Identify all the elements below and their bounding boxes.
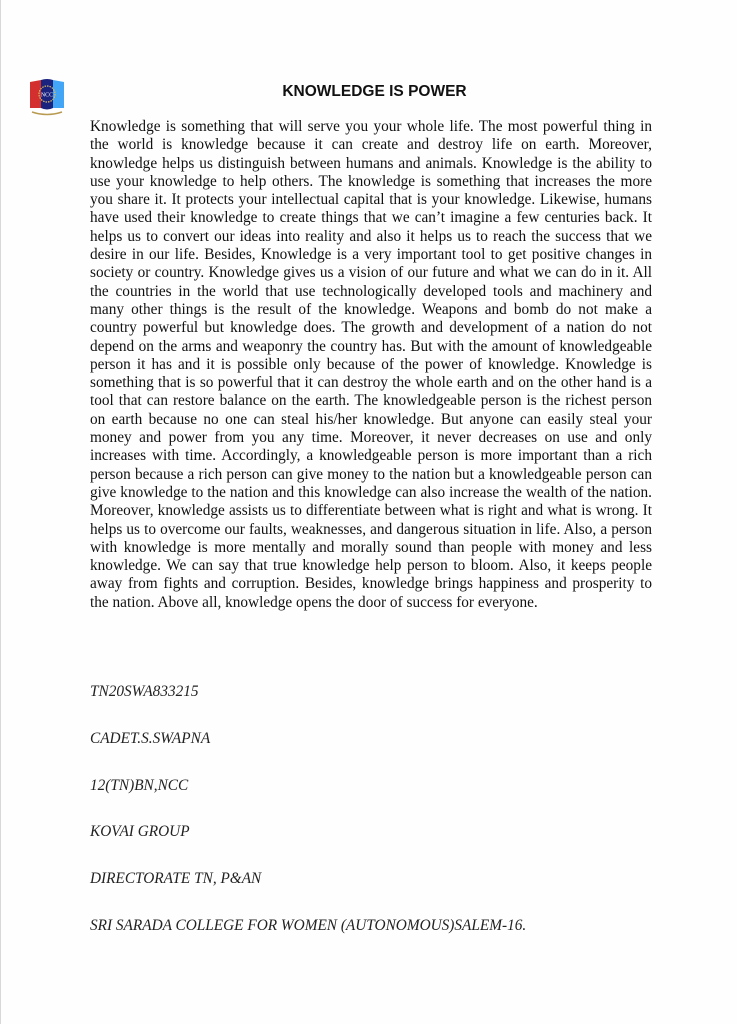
essay-paragraph: Knowledge is something that will serve you your whole life. The most powerful thing in the world is knowledge because it can create and destroy life on earth. Moreover, knowledge helps us distinguish between humans and animals. Knowledge is the ability to use your knowledge to help others. The knowledge is something that increases the more you share it. It protects your intellectual capital that is your knowledge. Likewise, humans have used their knowledge to create things that we can’t imagine a few centuries back. It helps us to convert our ideas into reality and also it helps us to reach the success that we desire in our life. Besides, Knowledge is a very important tool to get positive changes in society or country. Knowledge gives us a vision of our future and what we can do in it. All the countries in the world that use technologically developed tools and machinery and many other things is the result of the knowledge. Weapons and bomb do not make a country powerful but knowledge does. The growth and development of a nation do not depend on the arms and weaponry the country has. But with the amount of knowledgeable person it has and it is possible only because of the power of knowledge. Knowledge is something that is so powerful that it can destroy the whole earth and on the other hand is a tool that can restore balance on the earth. The knowledgeable person is the richest person on earth because no one can steal his/her knowledge. But anyone can easily steal your money and power from you any time. Moreover, it never decreases on use and only increases with time. Accordingly, a knowledgeable person is more important than a rich person because a rich person can give money to the nation but a knowledgeable person can give knowledge to the nation and this knowledge can also increase the wealth of the nation. Moreover, knowledge assists us to differentiate between what is right and what is wrong. It helps us to overcome our faults, weaknesses, and dangerous situation in life. Also, a person with knowledge is more mentally and morally sound than people with money and less knowledge. We can say that true knowledge help person to bloom. Also, it keeps people away from fights and corruption. Besides, knowledge brings happiness and prosperity to the nation. Above all, knowledge opens the door of success for everyone. — [90, 118, 652, 611]
signature-directorate: DIRECTORATE TN, P&AN — [90, 870, 262, 887]
ncc-emblem-text: NCC — [40, 92, 54, 99]
signature-group: KOVAI GROUP — [90, 823, 190, 840]
signature-cadet-id: TN20SWA833215 — [90, 683, 199, 700]
signature-college: SRI SARADA COLLEGE FOR WOMEN (AUTONOMOUS)SALEM-16. — [90, 917, 527, 934]
signature-cadet-name: CADET.S.SWAPNA — [90, 730, 211, 747]
signature-unit: 12(TN)BN,NCC — [90, 777, 189, 794]
page-title: KNOWLEDGE IS POWER — [282, 83, 467, 100]
